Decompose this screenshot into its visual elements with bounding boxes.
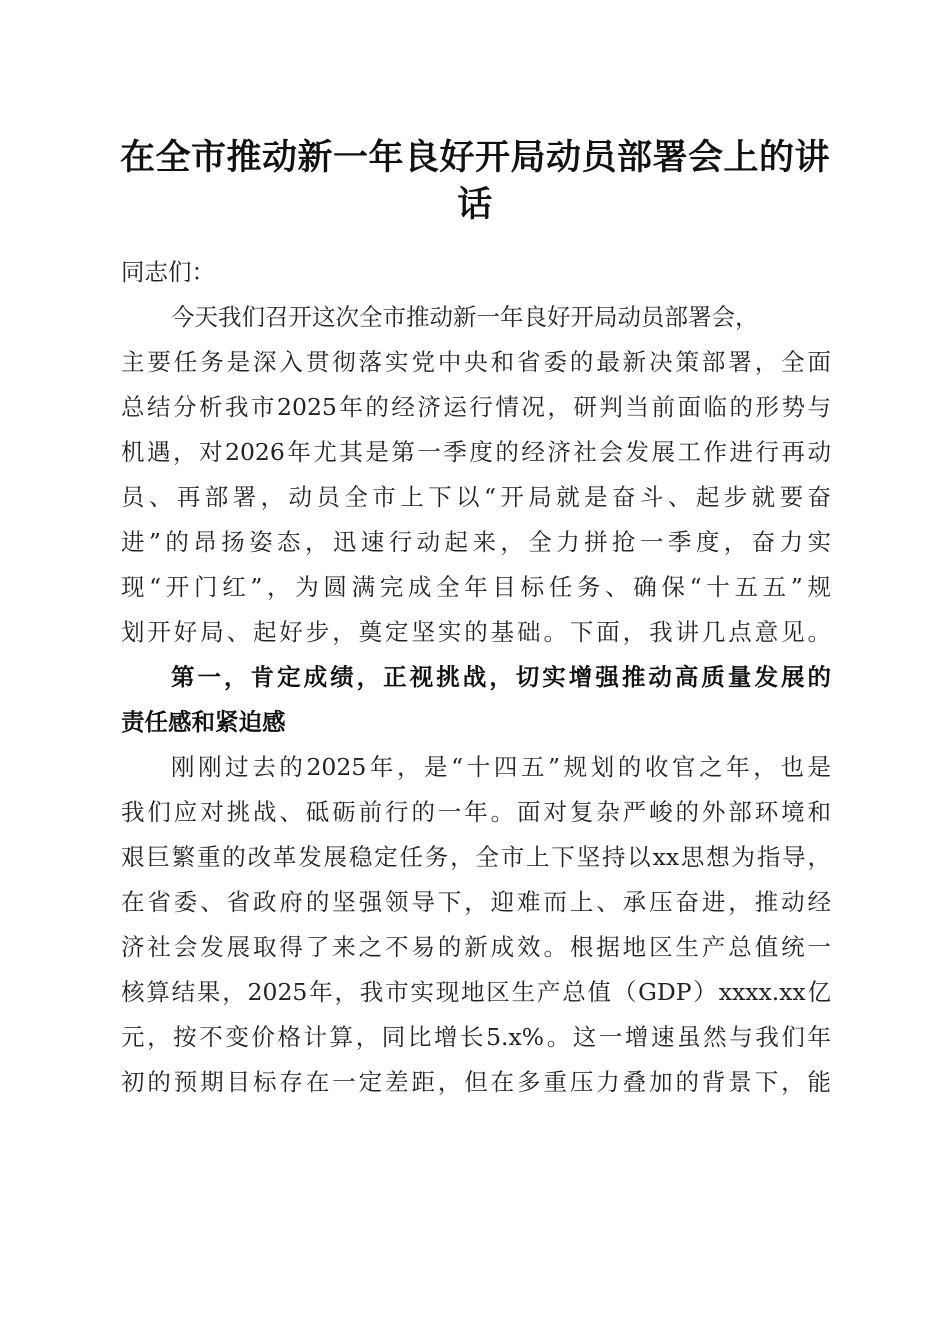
paragraph-line: 在省委、省政府的坚强领导下，迎难而上、承压奋进，推动经 <box>121 888 831 916</box>
paragraph-line: 划开好局、起好步，奠定坚实的基础。下面，我讲几点意见。 <box>121 618 831 646</box>
paragraph-line: 进”的昂扬姿态，迅速行动起来，全力拼抢一季度，奋力实 <box>121 528 831 556</box>
paragraph-line: 员、再部署，动员全市上下以“开局就是奋斗、起步就要奋 <box>121 483 831 511</box>
paragraph-line: 元，按不变价格计算，同比增长5.x%。这一增速虽然与我们年 <box>121 1023 831 1051</box>
paragraph-line: 济社会发展取得了来之不易的新成效。根据地区生产总值统一 <box>121 933 831 961</box>
salutation: 同志们： <box>121 258 215 286</box>
paragraph-line: 主要任务是深入贯彻落实党中央和省委的最新决策部署，全面 <box>121 348 831 376</box>
heading-line: 责任感和紧迫感 <box>121 708 286 736</box>
paragraph-line: 刚刚过去的2025年，是“十四五”规划的收官之年，也是 <box>171 753 831 781</box>
paragraph-line: 初的预期目标存在一定差距，但在多重压力叠加的背景下，能 <box>121 1068 831 1096</box>
document-body <box>121 250 831 1105</box>
title-line: 在全市推动新一年良好开局动员部署会上的讲 <box>119 137 830 178</box>
paragraph-intro <box>121 295 831 655</box>
paragraph-line: 机遇，对2026年尤其是第一季度的经济社会发展工作进行再动 <box>121 438 831 466</box>
paragraph-line: 现“开门红”，为圆满完成全年目标任务、确保“十五五”规 <box>121 573 831 601</box>
paragraph-line: 我们应对挑战、砥砺前行的一年。面对复杂严峻的外部环境和 <box>121 798 831 826</box>
paragraph-line: 总结分析我市2025年的经济运行情况，研判当前面临的形势与 <box>121 393 831 421</box>
document-title <box>118 134 832 228</box>
paragraph-line: 艰巨繁重的改革发展稳定任务，全市上下坚持以xx思想为指导， <box>121 843 831 871</box>
title-line: 话 <box>457 184 493 225</box>
paragraph-achievements <box>121 745 831 1105</box>
heading-line: 第一，肯定成绩，正视挑战，切实增强推动高质量发展的 <box>171 663 831 691</box>
section-heading <box>121 655 831 745</box>
paragraph-line: 核算结果，2025年，我市实现地区生产总值（GDP）xxxx.xx亿 <box>121 978 831 1006</box>
paragraph-line: 今天我们召开这次全市推动新一年良好开局动员部署会， <box>171 303 759 331</box>
